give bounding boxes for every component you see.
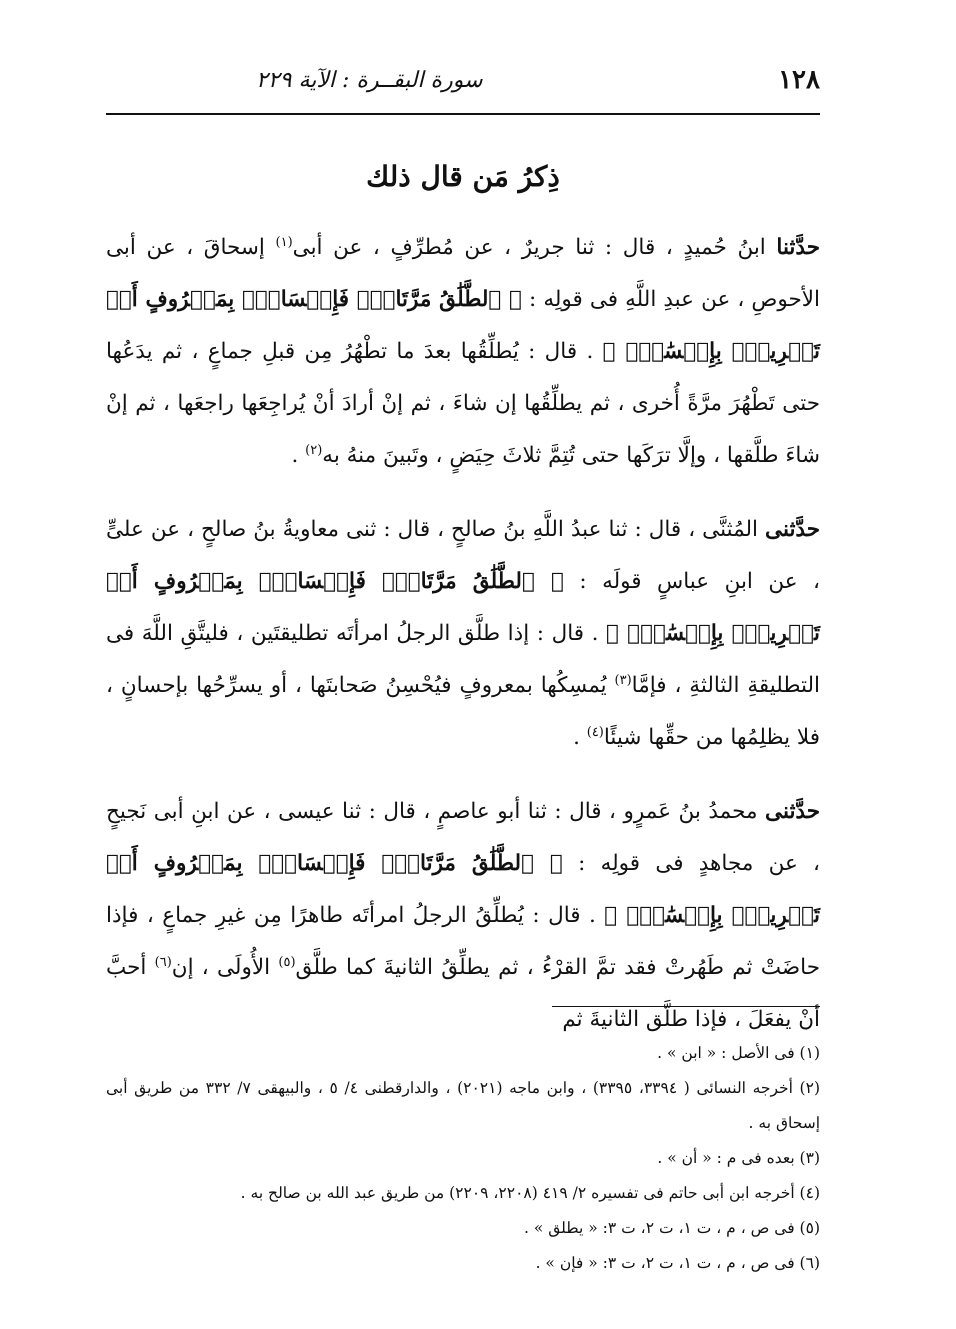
section-title: ذِكرُ مَن قال ذلك (366, 160, 560, 193)
paragraph-text: إسحاقَ ، عن أبى الأحوصِ ، عن عبدِ اللَّهِ فى قولِه : (106, 235, 821, 312)
paragraph-text: . قال : إذا طلَّق الرجلُ امرأتَه تطليقتَين ، فليتَّقِ اللَّهَ فى التطليقةِ الثالثةِ ، فإمَّا (106, 621, 820, 698)
footnote-ref[interactable]: (٣) (614, 672, 632, 688)
paragraph-text: المُثنَّى ، قال : ثنا عبدُ اللَّهِ بنُ صالحٍ ، قال : ثنى معاويةُ بنُ صالحٍ ، عن علىٍّ ، عن ابنِ عباسٍ قولَه : (106, 517, 820, 594)
footnote-ref[interactable]: (٥) (278, 954, 296, 970)
hadith-lead: حدَّثنى (765, 799, 820, 824)
paragraph-text: . قال : يُطلِّقُها بعدَ ما تطْهُرُ مِن قبلِ جماعٍ ، ثم يدَعُها حتى تَطْهُرَ مرَّةً أُخرى ، ثم يطلِّقُها إن شاءَ ، ثم إنْ أرادَ أنْ يُراجِعَها راجعَها ، ثم إنْ شاءَ طلَّقها ، وإلَّا ترَكَها حتى تُتِمَّ ثلاثَ حِيَضٍ ، وتَبينَ منهُ به (106, 339, 820, 468)
hadith-lead: حدَّثنى (765, 517, 820, 542)
paragraph-3 (106, 786, 820, 1046)
main-text (106, 222, 820, 1068)
footnote-ref[interactable]: (٤) (586, 724, 604, 740)
paragraph-2 (106, 504, 820, 764)
quran-verse: ﴿ ٱلطَّلَٰقُ مَرَّتَانِۖ فَإِمۡسَاكُۢ بِمَعۡرُوفٍ أَوۡ تَسۡرِيحُۢ بِإِحۡسَٰنٖۗ ﴾ (106, 287, 820, 364)
header-rule (106, 113, 820, 115)
footnote-rule (552, 1006, 820, 1007)
quran-verse: ﴿ ٱلطَّلَٰقُ مَرَّتَانِۖ فَإِمۡسَاكُۢ بِمَعۡرُوفٍ أَوۡ تَسۡرِيحُۢ بِإِحۡسَٰنٖۗ ﴾ (106, 851, 820, 928)
paragraph-text: . قال : يُطلِّقُ الرجلُ امرأتَه طاهرًا مِن غيرِ جماعٍ ، فإذا حاضَتْ ثم طَهُرتْ فقد تمَّ القرْءُ ، ثم يطلِّقُ الثانيةَ كما طلَّق (106, 903, 820, 980)
footnotes (106, 1036, 820, 1281)
quran-verse: ﴿ ٱلطَّلَٰقُ مَرَّتَانِۖ فَإِمۡسَاكُۢ بِمَعۡرُوفٍ أَوۡ تَسۡرِيحُۢ بِإِحۡسَٰنٖۗ ﴾ (106, 569, 820, 646)
paragraph-text: محمدُ بنُ عَمرٍو ، قال : ثنا أبو عاصمٍ ، قال : ثنا عيسى ، عن ابنِ أبى نَجيحٍ ، عن مجاهدٍ فى قولِه : (106, 799, 820, 876)
page-header (106, 60, 820, 100)
footnote-ref[interactable]: (٦) (154, 954, 172, 970)
footnote-4: (٤) أخرجه ابن أبى حاتم فى تفسيره ٢/ ٤١٩ (٢٢٠٨، ٢٢٠٩) من طريق عبد الله بن صالح به . (240, 1184, 820, 1202)
paragraph-text: الأُولَى ، إن (171, 955, 279, 980)
paragraph-text: أحبَّ أنْ يفعَلَ ، فإذا طلَّق الثانيةَ ثم (106, 955, 820, 1032)
hadith-lead: حدَّثنا (776, 235, 820, 260)
footnote-1: (١) فى الأصل : « ابن » . (657, 1044, 820, 1062)
paragraph-text: . (291, 443, 306, 468)
running-title: سورة البقــرة : الآية ٢٢٩ (256, 67, 483, 93)
footnote-6: (٦) فى ص ، م ، ت ١، ت ٢، ت ٣: « فإن » . (535, 1254, 820, 1272)
footnote-ref[interactable]: (١) (275, 234, 293, 250)
footnote-ref[interactable]: (٢) (305, 442, 323, 458)
footnote-5: (٥) فى ص ، م ، ت ١، ت ٢، ت ٣: « يطلق » . (523, 1219, 820, 1237)
paragraph-1 (106, 222, 820, 482)
page-number: ١٢٨ (778, 65, 820, 95)
paragraph-text: يُمسِكُها بمعروفٍ فيُحْسِنُ صَحابتَها ، أو يسرِّحُها بإحسانٍ ، فلا يظلِمُها من حقِّها شيئًا (106, 673, 820, 750)
paragraph-text: . (573, 725, 587, 750)
footnote-3: (٣) بعده فى م : « أن » . (657, 1149, 820, 1167)
footnote-2: (٢) أخرجه النسائى ( ٣٣٩٤، ٣٣٩٥) ، وابن ماجه (٢٠٢١) ، والدارقطنى ٤/ ٥ ، والبيهقى ٧/ ٣٣٢ من طريق أبى إسحاق به . (106, 1079, 820, 1132)
paragraph-text: ابنُ حُميدٍ ، قال : ثنا جريرٌ ، عن مُطرِّفٍ ، عن أبى (292, 235, 777, 260)
